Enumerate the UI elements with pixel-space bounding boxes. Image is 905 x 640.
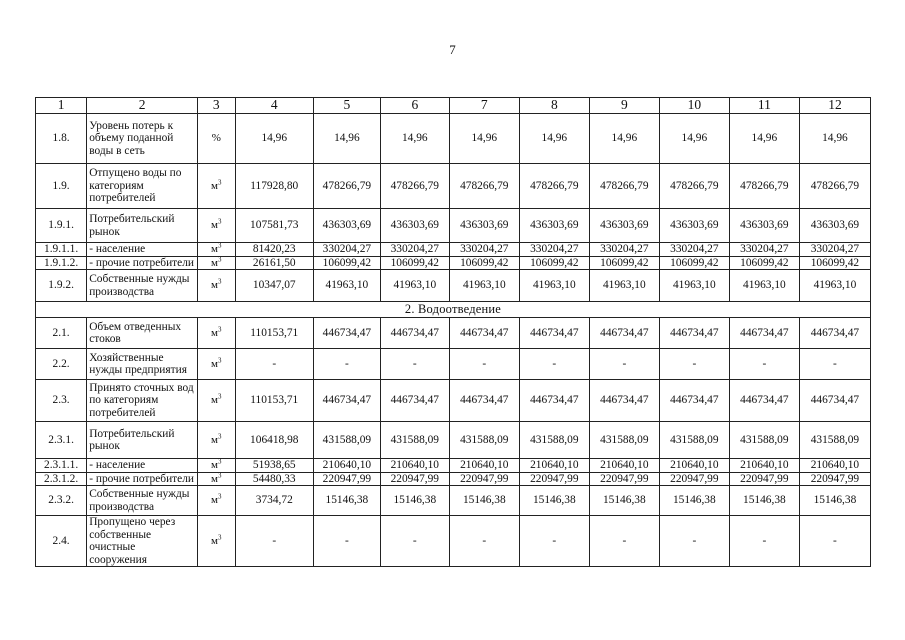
value-cell: 54480,33 [235,472,313,486]
value-cell: 14,96 [235,114,313,164]
row-name: - прочие потребители [87,256,198,270]
value-cell: 446734,47 [589,380,659,422]
row-name: Потребительский рынок [87,209,198,243]
value-cell: - [519,516,589,567]
row-name: Объем отведенных стоков [87,318,198,349]
row-unit: $м^3$ [197,164,235,209]
value-cell: 436303,69 [659,209,729,243]
value-cell: 446734,47 [659,318,729,349]
row-name: - прочие потребители [87,472,198,486]
value-cell: 10347,07 [235,270,313,302]
row-unit: $м^3$ [197,422,235,459]
value-cell: 106099,42 [729,256,799,270]
value-cell: 210640,10 [659,459,729,473]
value-cell: 15146,38 [799,486,870,516]
value-cell: 330204,27 [589,243,659,257]
value-cell: - [589,516,659,567]
value-cell: 14,96 [799,114,870,164]
row-name: - население [87,459,198,473]
row-code: 1.9.1.2. [36,256,87,270]
value-cell: 478266,79 [799,164,870,209]
value-cell: 446734,47 [729,318,799,349]
value-cell: 446734,47 [519,318,589,349]
row-code: 1.9. [36,164,87,209]
value-cell: - [313,516,380,567]
row-name: Принято сточных вод по категориям потребителей [87,380,198,422]
row-unit: $м^3$ [197,318,235,349]
value-cell: - [235,516,313,567]
table-row [36,486,871,516]
value-cell: 110153,71 [235,318,313,349]
value-cell: 478266,79 [449,164,519,209]
section-row [36,302,871,318]
row-name: Пропущено через собственные очистные сооружения [87,516,198,567]
section-title: 2. Водоотведение [36,302,871,318]
value-cell: 15146,38 [313,486,380,516]
row-code: 2.3. [36,380,87,422]
value-cell: - [449,349,519,380]
value-cell: 14,96 [313,114,380,164]
page-number: 7 [449,42,456,57]
table-row [36,349,871,380]
value-cell: 446734,47 [449,318,519,349]
table-row [36,318,871,349]
value-cell: 41963,10 [729,270,799,302]
value-cell: 15146,38 [380,486,449,516]
value-cell: 106099,42 [313,256,380,270]
table-row [36,516,871,567]
value-cell: 330204,27 [449,243,519,257]
value-cell: 431588,09 [729,422,799,459]
value-cell: 220947,99 [380,472,449,486]
value-cell: - [380,349,449,380]
row-unit: $м^3$ [197,516,235,567]
value-cell: - [729,349,799,380]
value-cell: 330204,27 [799,243,870,257]
row-code: 1.9.1.1. [36,243,87,257]
value-cell: 446734,47 [380,380,449,422]
column-header: 4 [235,98,313,114]
table-row [36,164,871,209]
value-cell: 220947,99 [449,472,519,486]
row-name: Собственные нужды производства [87,270,198,302]
value-cell: 446734,47 [449,380,519,422]
column-header: 12 [799,98,870,114]
value-cell: 41963,10 [380,270,449,302]
value-cell: 436303,69 [519,209,589,243]
row-code: 1.9.2. [36,270,87,302]
row-unit: % [197,114,235,164]
value-cell: 14,96 [589,114,659,164]
row-name: Потребительский рынок [87,422,198,459]
value-cell: 446734,47 [799,318,870,349]
value-cell: 436303,69 [799,209,870,243]
row-name: Собственные нужды производства [87,486,198,516]
value-cell: 15146,38 [589,486,659,516]
value-cell: 15146,38 [519,486,589,516]
value-cell: 210640,10 [313,459,380,473]
value-cell: 14,96 [729,114,799,164]
value-cell: 431588,09 [449,422,519,459]
column-header: 11 [729,98,799,114]
row-unit: $м^3$ [197,349,235,380]
value-cell: 436303,69 [589,209,659,243]
row-code: 2.3.2. [36,486,87,516]
value-cell: 106099,42 [449,256,519,270]
value-cell: 330204,27 [729,243,799,257]
value-cell: 106099,42 [380,256,449,270]
value-cell: 330204,27 [519,243,589,257]
header-row [36,98,871,114]
value-cell: 41963,10 [799,270,870,302]
row-code: 2.3.1.1. [36,459,87,473]
value-cell: - [659,349,729,380]
table-row [36,114,871,164]
value-cell: - [799,349,870,380]
row-name: Уровень потерь к объему поданной воды в сеть [87,114,198,164]
value-cell: 478266,79 [589,164,659,209]
column-header: 5 [313,98,380,114]
value-cell: 41963,10 [519,270,589,302]
value-cell: 51938,65 [235,459,313,473]
row-name: Хозяйственные нужды предприятия [87,349,198,380]
value-cell: 478266,79 [313,164,380,209]
table-row [36,243,871,257]
value-cell: 41963,10 [659,270,729,302]
value-cell: 220947,99 [799,472,870,486]
table-row [36,256,871,270]
column-header: 3 [197,98,235,114]
row-name: Отпущено воды по категориям потребителей [87,164,198,209]
row-code: 2.2. [36,349,87,380]
row-unit: $м^3$ [197,256,235,270]
value-cell: 330204,27 [380,243,449,257]
value-cell: 117928,80 [235,164,313,209]
value-cell: 210640,10 [519,459,589,473]
value-cell: 478266,79 [729,164,799,209]
data-table [35,97,871,567]
value-cell: 446734,47 [589,318,659,349]
value-cell: - [235,349,313,380]
value-cell: 446734,47 [659,380,729,422]
value-cell: 14,96 [519,114,589,164]
column-header: 2 [87,98,198,114]
row-code: 2.4. [36,516,87,567]
value-cell: - [313,349,380,380]
column-header: 6 [380,98,449,114]
value-cell: 106099,42 [799,256,870,270]
table-row [36,270,871,302]
value-cell: 436303,69 [729,209,799,243]
value-cell: 81420,23 [235,243,313,257]
value-cell: 220947,99 [659,472,729,486]
value-cell: 446734,47 [313,318,380,349]
value-cell: - [449,516,519,567]
row-unit: $м^3$ [197,209,235,243]
value-cell: 41963,10 [313,270,380,302]
value-cell: 110153,71 [235,380,313,422]
value-cell: 220947,99 [729,472,799,486]
value-cell: 330204,27 [313,243,380,257]
value-cell: - [589,349,659,380]
table-row [36,209,871,243]
column-header: 1 [36,98,87,114]
value-cell: 210640,10 [449,459,519,473]
value-cell: 15146,38 [729,486,799,516]
value-cell: 431588,09 [519,422,589,459]
value-cell: 478266,79 [519,164,589,209]
column-header: 9 [589,98,659,114]
value-cell: 446734,47 [799,380,870,422]
value-cell: 41963,10 [589,270,659,302]
value-cell: 446734,47 [519,380,589,422]
column-header: 8 [519,98,589,114]
value-cell: 41963,10 [449,270,519,302]
value-cell: 106418,98 [235,422,313,459]
value-cell: 431588,09 [380,422,449,459]
row-unit: $м^3$ [197,243,235,257]
row-unit: $м^3$ [197,380,235,422]
value-cell: 431588,09 [659,422,729,459]
value-cell: - [729,516,799,567]
value-cell: 446734,47 [313,380,380,422]
value-cell: - [380,516,449,567]
value-cell: 330204,27 [659,243,729,257]
value-cell: 15146,38 [659,486,729,516]
value-cell: 220947,99 [313,472,380,486]
value-cell: 431588,09 [313,422,380,459]
value-cell: 436303,69 [449,209,519,243]
value-cell: 431588,09 [589,422,659,459]
row-unit: $м^3$ [197,472,235,486]
column-header: 7 [449,98,519,114]
value-cell: 446734,47 [729,380,799,422]
value-cell: 436303,69 [313,209,380,243]
row-code: 2.1. [36,318,87,349]
row-unit: $м^3$ [197,486,235,516]
row-code: 1.8. [36,114,87,164]
row-code: 2.3.1.2. [36,472,87,486]
table-row [36,422,871,459]
value-cell: 220947,99 [589,472,659,486]
value-cell: 210640,10 [380,459,449,473]
value-cell: 14,96 [659,114,729,164]
value-cell: 436303,69 [380,209,449,243]
row-unit: $м^3$ [197,459,235,473]
value-cell: 210640,10 [799,459,870,473]
table-row [36,380,871,422]
value-cell: 106099,42 [659,256,729,270]
value-cell: 446734,47 [380,318,449,349]
value-cell: - [659,516,729,567]
row-code: 1.9.1. [36,209,87,243]
value-cell: 478266,79 [380,164,449,209]
value-cell: 431588,09 [799,422,870,459]
value-cell: 26161,50 [235,256,313,270]
value-cell: 220947,99 [519,472,589,486]
row-code: 2.3.1. [36,422,87,459]
value-cell: 3734,72 [235,486,313,516]
column-header: 10 [659,98,729,114]
value-cell: - [799,516,870,567]
value-cell: - [519,349,589,380]
value-cell: 15146,38 [449,486,519,516]
value-cell: 14,96 [380,114,449,164]
value-cell: 106099,42 [519,256,589,270]
row-name: - население [87,243,198,257]
value-cell: 210640,10 [729,459,799,473]
value-cell: 210640,10 [589,459,659,473]
row-unit: $м^3$ [197,270,235,302]
value-cell: 106099,42 [589,256,659,270]
value-cell: 107581,73 [235,209,313,243]
table-row [36,472,871,486]
value-cell: 478266,79 [659,164,729,209]
value-cell: 14,96 [449,114,519,164]
table-row [36,459,871,473]
